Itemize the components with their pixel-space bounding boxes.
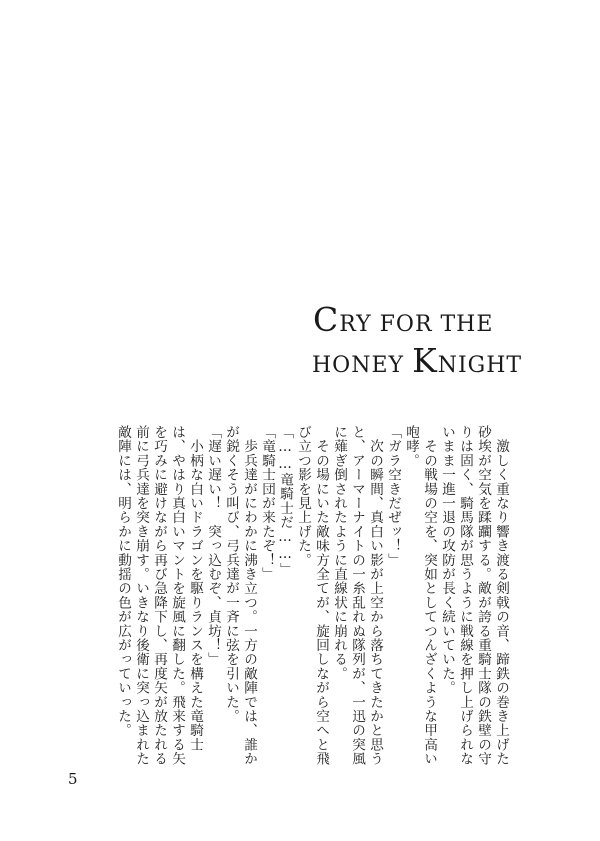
title-text-cry-for-the: RY FOR THE: [339, 312, 494, 337]
body-line: は、やはり真白いマントを旋風に翻した。飛来する矢: [169, 425, 185, 766]
body-line: 「遅い遅い！ 突っ込むぞ、貞坊！」: [205, 425, 221, 667]
body-line: に薙ぎ倒されたように直線状に崩れる。: [331, 425, 347, 681]
body-line: 次の瞬間、真白い影が上空から落ちてきたかと思う: [367, 425, 383, 766]
body-line: 激しく重なり響き渡る剣戟の音、蹄鉄の巻き上げた: [493, 425, 509, 766]
body-line: び立つ影を見上げた。: [295, 425, 311, 567]
vertical-body-text: [90, 425, 510, 766]
body-line: いまま一進一退の攻防が長く続いていた。: [439, 425, 455, 695]
body-line: その場にいた敵味方全てが、旋回しながら空へと飛: [313, 425, 329, 766]
body-line: 「ガラ空きだぜッ！」: [385, 425, 401, 567]
title-text-night: NIGHT: [437, 353, 523, 378]
title-text-honey: HONEY: [312, 353, 413, 378]
body-line: 歩兵達がにわかに沸き立つ。一方の敵陣では、誰か: [241, 425, 257, 766]
body-line: を巧みに避けながら再び急降下し、再度矢が放たれる: [151, 425, 167, 766]
title-initial-c: C: [313, 300, 340, 339]
body-line: 前に弓兵達を突き崩す。いきなり後衛に突っ込まれた: [133, 425, 149, 766]
body-line: 「……竜騎士だ……」: [277, 425, 293, 577]
chapter-title-line-2: [312, 341, 522, 380]
body-line: と、アーマーナイトの一糸乱れぬ隊列が、一迅の突風: [349, 425, 365, 766]
body-line: 「竜騎士団が来たぞ！」: [259, 425, 275, 582]
body-line: りは固く、騎馬隊が思うように戦線を押し上げられな: [457, 425, 473, 766]
body-line: 敵陣には、明らかに動揺の色が広がっていった。: [115, 425, 131, 738]
body-line: 咆哮。: [403, 425, 419, 468]
body-line: 砂埃が空気を蹂躙する。敵が誇る重騎士隊の鉄壁の守: [475, 425, 491, 766]
body-line: その戦場の空を、突如としてつんざくような甲高い: [421, 425, 437, 766]
body-line: 小柄な白いドラゴンを駆りランスを構えた竜騎士: [187, 425, 203, 752]
title-initial-k: K: [412, 341, 438, 380]
chapter-title-line-1: [313, 300, 493, 339]
page-number: 5: [68, 770, 78, 788]
body-line: が鋭くそう叫び、弓兵達が一斉に弦を引いた。: [223, 425, 239, 724]
